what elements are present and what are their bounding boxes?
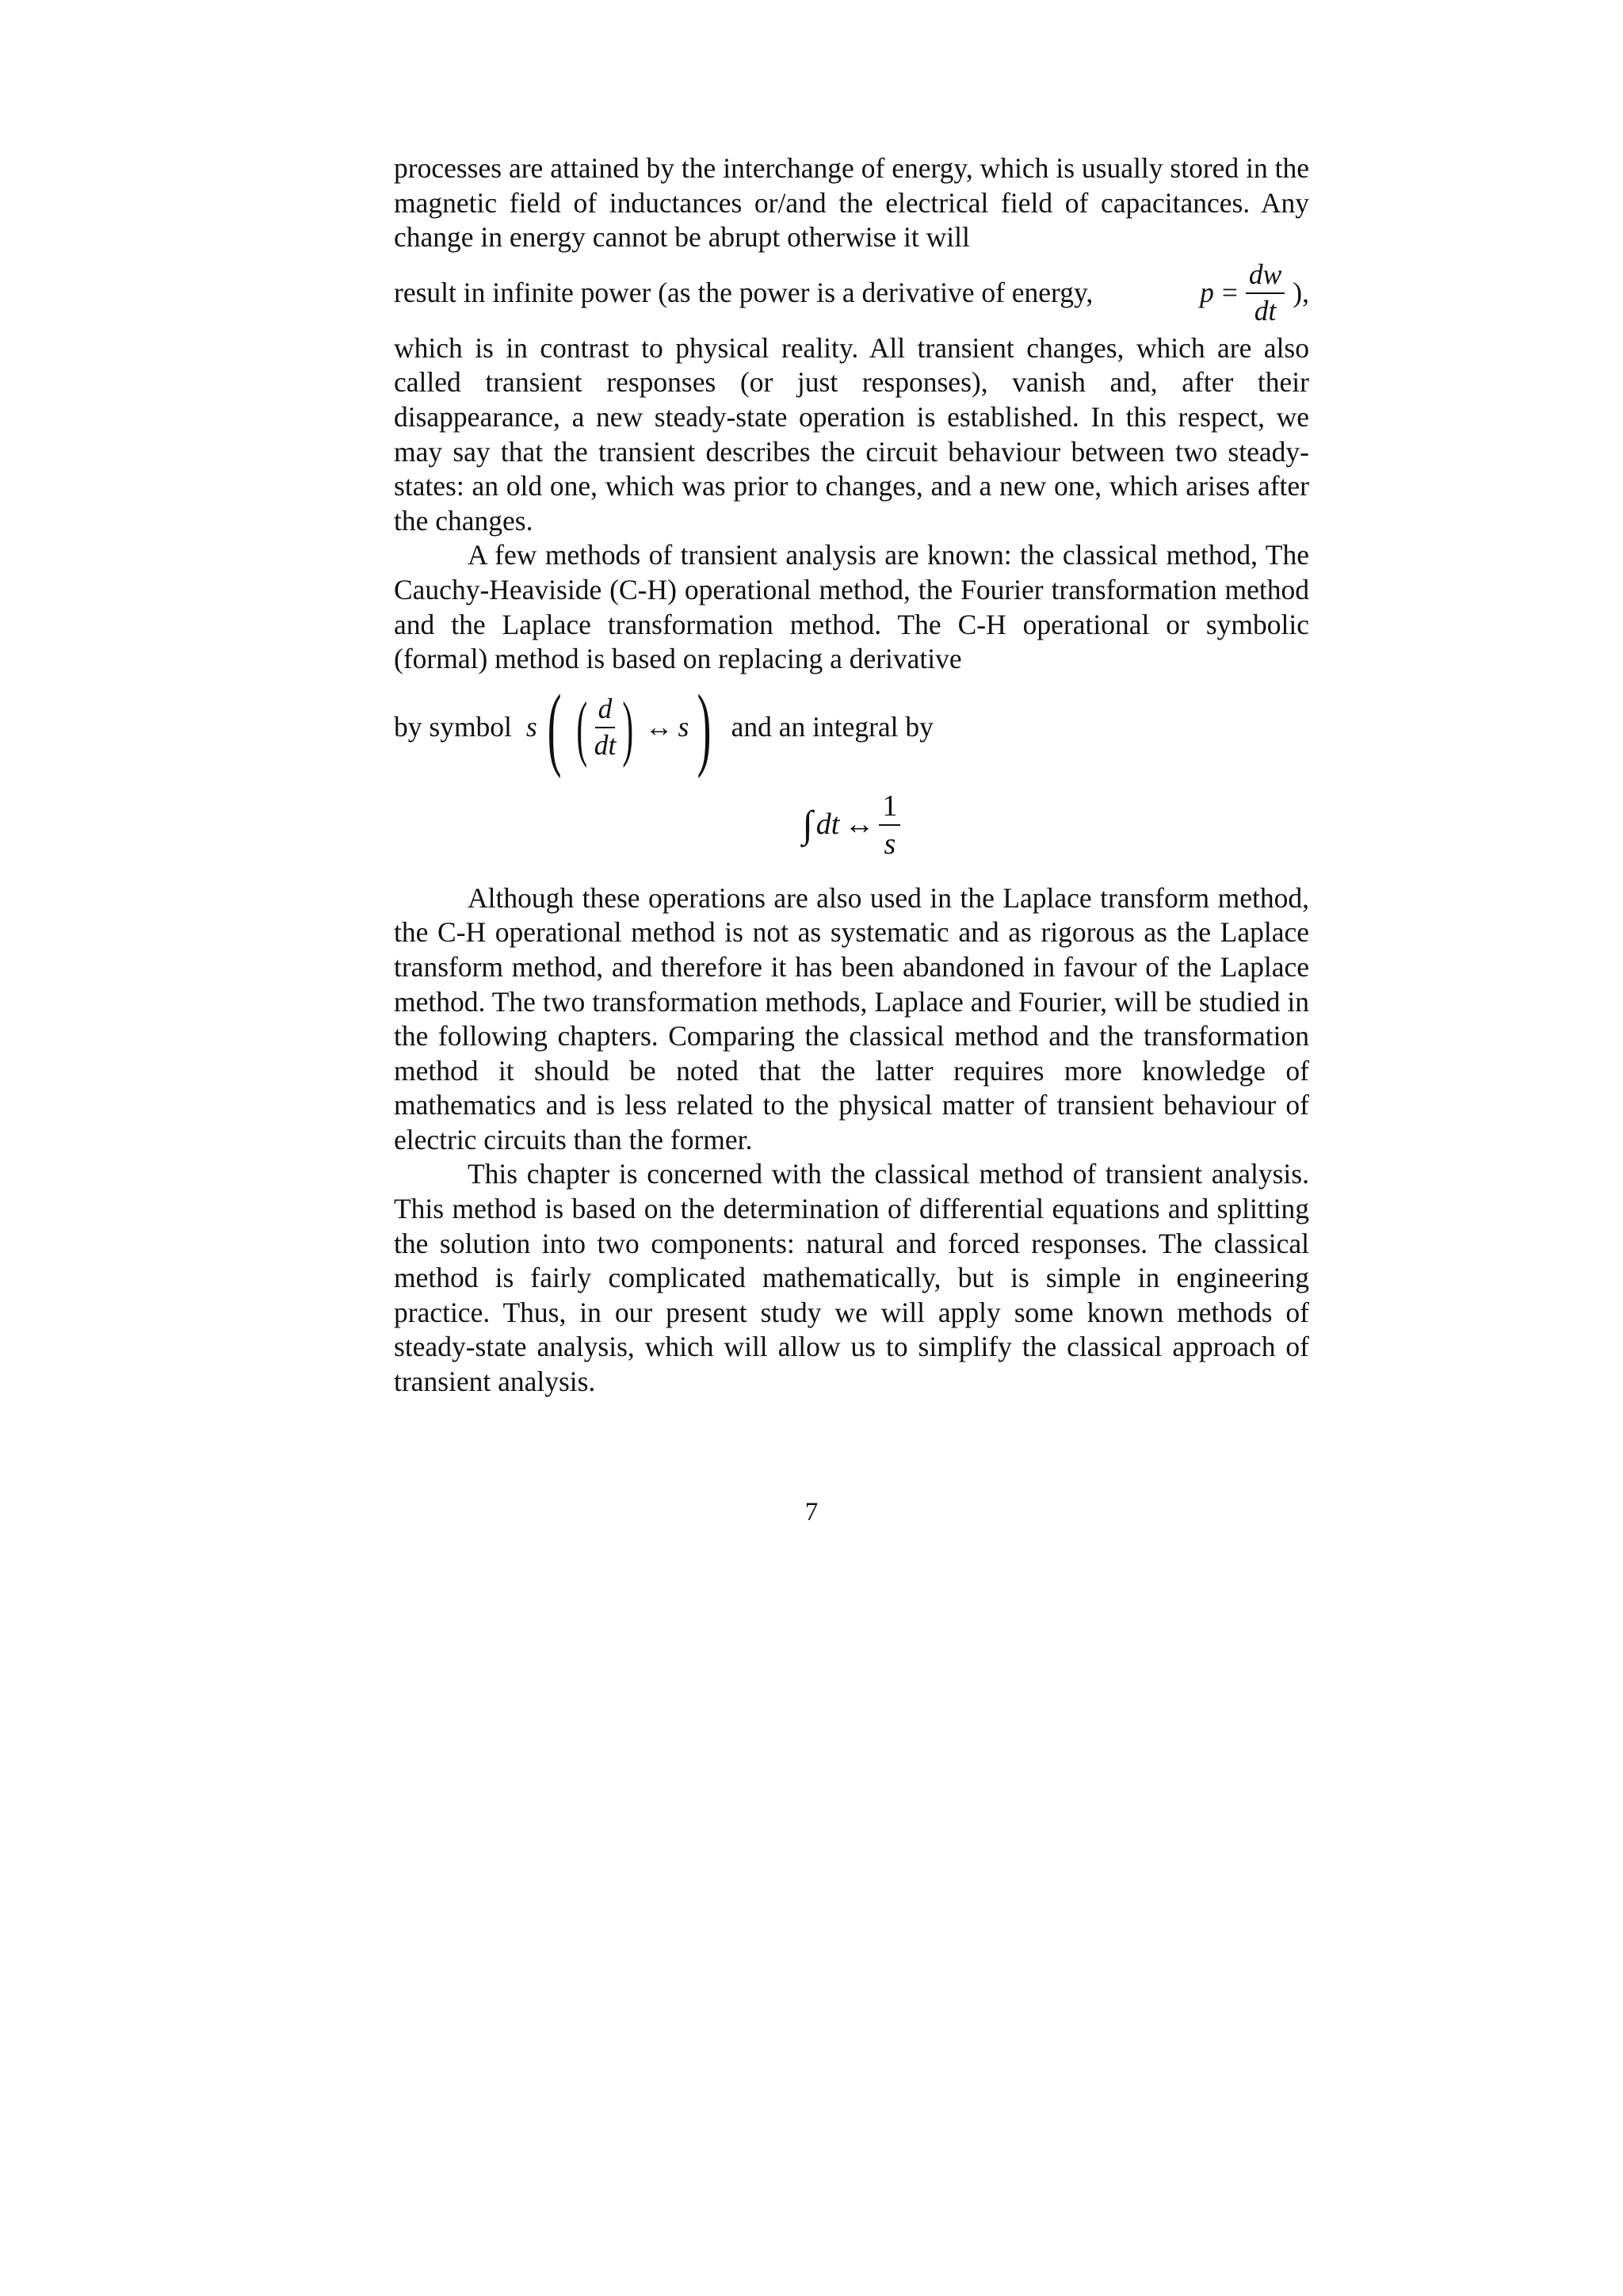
right-outer-paren: )	[697, 674, 712, 779]
dw-dt-fraction	[1246, 258, 1285, 327]
paragraph-energy: processes are attained by the interchange of energy, which is usually stored in the magnetic field of inductances or/and the electrical field of capacitances. Any change in energy cannot be abrupt otherwise it will	[394, 152, 1309, 254]
operator-prefix-text: by symbol	[394, 710, 512, 743]
integral-numerator: 1	[879, 791, 900, 826]
fraction-numerator: dw	[1246, 261, 1285, 294]
operator-suffix-text: and an integral by	[731, 710, 934, 743]
integral-arrow: ↔	[844, 807, 875, 841]
equivalence-arrow: ↔	[644, 710, 674, 743]
d-dt-fraction	[594, 695, 617, 759]
integral-denominator: s	[884, 827, 896, 861]
power-formula-lead-text: result in infinite power (as the power is a derivative of energy,	[394, 276, 1094, 308]
operator-s-result: s	[678, 710, 689, 743]
paragraph-classical-method: This chapter is concerned with the classical method of transient analysis. This method is based on the determination of differential equations and splitting the solution into two components: natural and forced responses. The classical method is fairly complicated mathematically, but is simple in engineering practice. Thus, in our present study we will apply some known methods of steady-state analysis, which will allow us to simplify the classical approach of transient analysis.	[394, 1158, 1309, 1398]
fraction-denominator: dt	[1254, 294, 1277, 327]
operator-s-symbol: s	[525, 710, 537, 743]
left-inner-paren: (	[576, 686, 588, 768]
paragraph-transient-responses: which is in contrast to physical reality. All transient changes, which are also called transient responses (or just responses), vanish and, after their disappearance, a new steady-state operation is established. In this respect, we may say that the transient describes the circuit behaviour between two steady-states: an old one, which was prior to changes, and a new one, which arises after the changes.	[394, 331, 1309, 537]
page-number: 7	[804, 1498, 819, 1526]
operator-formula	[525, 674, 720, 779]
power-symbol: p	[1200, 276, 1214, 308]
power-formula-line	[394, 255, 1309, 331]
one-over-s-fraction	[879, 791, 900, 859]
integral-dt: dt	[815, 807, 840, 841]
operator-formula-line	[394, 674, 1309, 779]
equals-sign: =	[1221, 276, 1238, 308]
integral-formula	[394, 778, 1309, 872]
left-outer-paren: (	[547, 674, 562, 779]
derivative-denominator: dt	[594, 728, 617, 761]
right-inner-paren: )	[622, 686, 634, 768]
power-formula	[1200, 258, 1309, 327]
closing-paren: ),	[1293, 276, 1309, 308]
paragraph-laplace: Although these operations are also used in the Laplace transform method, the C-H operational method is not as systematic and as rigorous as the Laplace transform method, and therefore it has been abandoned in favour of the Laplace method. The two transformation methods, Laplace and Fourier, will be studied in the following chapters. Comparing the classical method and the transformation method it should be noted that the latter requires more knowledge of mathematics and is less related to the physical matter of transient behaviour of electric circuits than the former.	[394, 881, 1309, 1156]
paragraph-methods: A few methods of transient analysis are known: the classical method, The Cauchy-Heaviside (C-H) operational method, the Fourier transformation method and the Laplace transformation method. The C-H operational or symbolic (formal) method is based on replacing a derivative	[394, 539, 1309, 675]
derivative-numerator: d	[595, 695, 616, 728]
body-text	[394, 151, 1309, 1400]
integral-sign: ∫	[802, 803, 813, 846]
